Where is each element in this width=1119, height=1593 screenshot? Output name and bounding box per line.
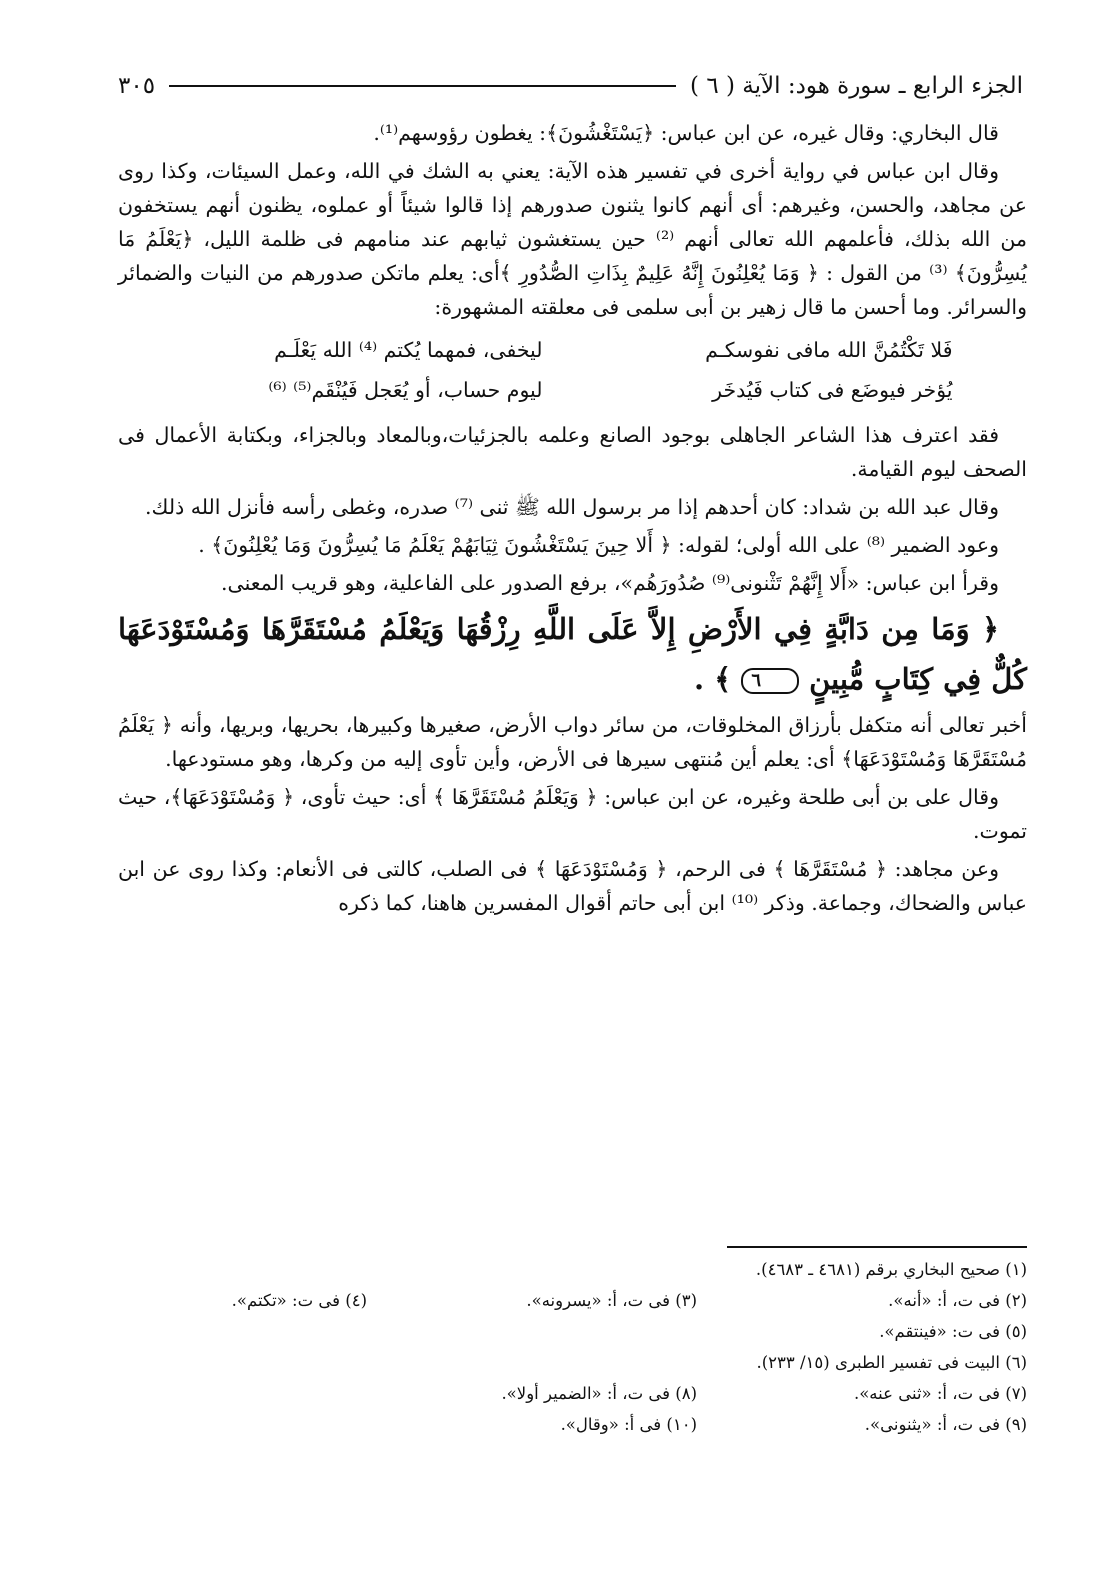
poem-hemistich: ليخفى، فمهما يُكتم ⁽⁴⁾ الله يَعْلَـم <box>274 338 543 362</box>
running-title: الجزء الرابع ـ سورة هود: الآية ( ٦ ) <box>690 73 1023 99</box>
paragraph: وقال عبد الله بن شداد: كان أحدهم إذا مر برسول الله ﷺ ثنى ⁽⁷⁾ صدره، وغطى رأسه فأنزل الله ذلك. <box>145 495 999 519</box>
poem-hemistich: يُؤخر فيوضَع فى كتاب فَيُدخَر <box>712 378 953 402</box>
footnote: (٦) البيت فى تفسير الطبرى (١٥/ ٢٣٣). <box>756 1353 1027 1372</box>
header-rule <box>169 85 676 87</box>
poem-hemistich: ليوم حساب، أو يُعَجل فَيُنْقَم⁽⁵⁾ ⁽⁶⁾ <box>268 378 543 402</box>
verse-end: ﴾ . <box>694 662 732 696</box>
footnote-row <box>118 1378 1027 1409</box>
footnote-rule <box>727 1246 1027 1248</box>
footnote: (٥) فى ت: «فينتقم». <box>879 1322 1027 1341</box>
paragraph: فقد اعترف هذا الشاعر الجاهلى بوجود الصانع وعلمه بالجزئيات،وبالمعاد وبالجزاء، وبكتابة الأعمال فى الصحف ليوم القيامة. <box>118 423 1027 481</box>
page-header <box>118 64 1023 108</box>
verse-text: ﴿ وَمَا مِن دَابَّةٍ فِي الأَرْضِ إِلاَّ عَلَى اللَّهِ رِزْقُهَا وَيَعْلَمُ مُسْتَقَرَّهَا وَمُسْتَوْدَعَهَا كُلٌّ فِي كِتَابٍ مُّبِينٍ <box>118 612 1027 696</box>
page-number: ٣٠٥ <box>118 73 156 99</box>
footnote: (٧) فى ت، أ: «ثنى عنه». <box>853 1384 1027 1403</box>
paragraph: أخبر تعالى أنه متكفل بأرزاق المخلوقات، من سائر دواب الأرض، صغيرها وكبيرها، بحريها، وبريها، وأنه ﴿ يَعْلَمُ مُسْتَقَرَّهَا وَمُسْتَوْدَعَهَا﴾ أى: يعلم أين مُنتهى سيرها فى الأرض، وأين تأوى إليه من وكرها، وهو مستودعها. <box>118 713 1027 771</box>
poem-hemistich: فَلا تَكْتُمُنَّ الله مافى نفوسكـم <box>705 338 953 362</box>
footnote: (٨) فى ت، أ: «الضمير أولا». <box>501 1384 697 1403</box>
footnote-row <box>118 1254 1027 1285</box>
verse-number-badge: ٦ <box>741 668 799 694</box>
footnote: (١) صحيح البخاري برقم (٤٦٨١ ـ ٤٦٨٣). <box>755 1260 1027 1279</box>
quran-verse <box>118 604 1027 704</box>
paragraph: وعن مجاهد: ﴿ مُسْتَقَرَّهَا ﴾ فى الرحم، ﴿ وَمُسْتَوْدَعَهَا ﴾ فى الصلب، كالتى فى الأنعام: وكذا روى عن ابن عباس والضحاك، وجماعة. وذكر ⁽¹⁰⁾ ابن أبى حاتم أقوال المفسرين هاهنا، كما ذكره <box>118 857 1027 915</box>
paragraph: وعود الضمير ⁽⁸⁾ على الله أولى؛ لقوله: ﴿ أَلا حِينَ يَسْتَغْشُونَ ثِيَابَهُمْ يَعْلَمُ مَا يُسِرُّونَ وَمَا يُعْلِنُونَ﴾ . <box>198 533 999 557</box>
footnote: (٤) فى ت: «تكتم». <box>231 1291 367 1310</box>
paragraph: وقال ابن عباس في رواية أخرى في تفسير هذه الآية: يعني به الشك في الله، وعمل السيئات، وكذا روى عن مجاهد، والحسن، وغيرهم: أى أنهم كانوا يثنون صدورهم إذا قالوا شيئاً أو عملوه، يظنون أنهم يستخفون من الله بذلك، فأعلمهم الله تعالى أنهم ⁽²⁾ حين يستغشون ثيابهم عند منامهم فى ظلمة الليل، ﴿يَعْلَمُ مَا يُسِرُّونَ﴾ ⁽³⁾ من القول : ﴿ وَمَا يُعْلِنُونَ إِنَّهُ عَلِيمٌ بِذَاتِ الصُّدُورِ ﴾أى: يعلم ماتكن صدورهم من النيات والضمائر والسرائر. وما أحسن ما قال زهير بن أبى سلمى فى معلقته المشهورة: <box>118 159 1028 319</box>
footnote-row <box>118 1285 1027 1316</box>
footnote-row <box>118 1347 1027 1378</box>
main-text <box>118 116 1027 924</box>
footnote: (٢) فى ت، أ: «أنه». <box>888 1291 1027 1310</box>
footnotes <box>118 1246 1027 1440</box>
footnote-row <box>118 1409 1027 1440</box>
poem <box>193 330 953 410</box>
footnote: (٩) فى ت، أ: «يثنونى». <box>864 1415 1027 1434</box>
footnote: (١٠) فى أ: «وقال». <box>560 1415 697 1434</box>
footnote-row <box>118 1316 1027 1347</box>
paragraph: وقرأ ابن عباس: «أَلا إِنَّهُمْ تَثْنونى⁽⁹⁾ صُدُورَهُم»، برفع الصدور على الفاعلية، وهو قريب المعنى. <box>221 571 999 595</box>
paragraph: وقال على بن أبى طلحة وغيره، عن ابن عباس: ﴿ وَيَعْلَمُ مُسْتَقَرَّهَا ﴾ أى: حيث تأوى، ﴿ وَمُسْتَوْدَعَهَا﴾، حيث تموت. <box>118 785 1027 843</box>
paragraph: قال البخاري: وقال غيره، عن ابن عباس: ﴿يَسْتَغْشُونَ﴾: يغطون رؤوسهم⁽¹⁾. <box>373 121 999 145</box>
footnote: (٣) فى ت، أ: «يسرونه». <box>526 1291 697 1310</box>
